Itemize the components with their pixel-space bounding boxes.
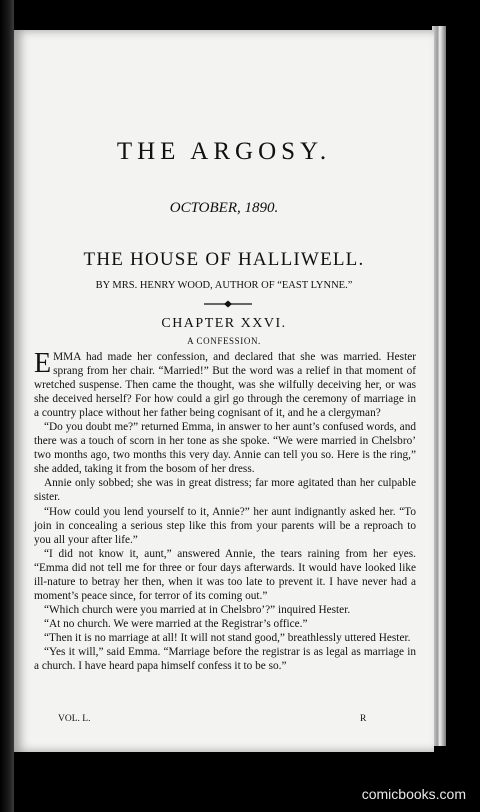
paragraph: “At no church. We were married at the Registrar’s office.” [44, 617, 308, 630]
paragraph: Annie only sobbed; she was in great distress; far more agitated than her culpable sister. [34, 477, 416, 504]
paragraph-text: MMA had made her confession, and declared that she was married. Hester sprang from her chair. “Married!” But the word was a relief in that moment of wretched suspense. Then came the thought, was she wilfully deceiving her, or was she deceived herself? For how could a girl go through the ceremony of marriage in a country place without her father being cognisant of it, and he a clergyman? [34, 351, 416, 420]
chapter-subheading: A CONFESSION. [187, 336, 261, 346]
paragraph: “I did not know it, aunt,” answered Annie, the tears raining from her eyes. “Emma did not tell me for three or four days afterwards. It would have looked like ill-nature to betray her then, when it was too late to prevent it. I have never had a moment’s peace since, for terror of its coming out.” [34, 547, 416, 602]
book-spine-shadow [0, 0, 14, 812]
book-page [14, 30, 434, 752]
body-text [34, 350, 416, 673]
paragraph: “Yes it will,” said Emma. “Marriage before the registrar is as legal as marriage in a church. I have heard papa himself confess it to be so.” [34, 645, 416, 673]
paragraph: “Which church were you married at in Chelsbro’?” inquired Hester. [44, 603, 351, 616]
volume-marker: VOL. L. [58, 714, 91, 724]
paragraph: “Do you doubt me?” returned Emma, in answer to her aunt’s confused words, and there was a touch of scorn in her tone as she spoke. “We were married in Chelsbro’ two months ago, two months this very day. Annie can tell you so. Here is the ring,” she added, taking it from the bosom of her dress. [34, 421, 416, 476]
page-edges [432, 26, 446, 746]
issue-date: OCTOBER, 1890. [169, 200, 279, 216]
paragraph [34, 350, 416, 420]
signature-mark: R [360, 714, 367, 724]
author-byline: BY MRS. HENRY WOOD, AUTHOR OF “EAST LYNNE.” [95, 280, 353, 291]
paragraph: “Then it is no marriage at all! It will not stand good,” breathlessly uttered Hester. [44, 631, 411, 644]
ornament-divider-icon [204, 300, 252, 308]
chapter-heading: CHAPTER XXVI. [161, 316, 287, 331]
watermark: comicbooks.com [361, 786, 466, 802]
paragraph: “How could you lend yourself to it, Annie?” her aunt indignantly asked her. “To join in concealing a serious step like this from your parents will be a reproach to you all your after life.” [34, 505, 416, 546]
story-title: THE HOUSE OF HALLIWELL. [83, 249, 365, 270]
magazine-title: THE ARGOSY. [116, 138, 332, 165]
drop-cap: E [34, 348, 52, 379]
